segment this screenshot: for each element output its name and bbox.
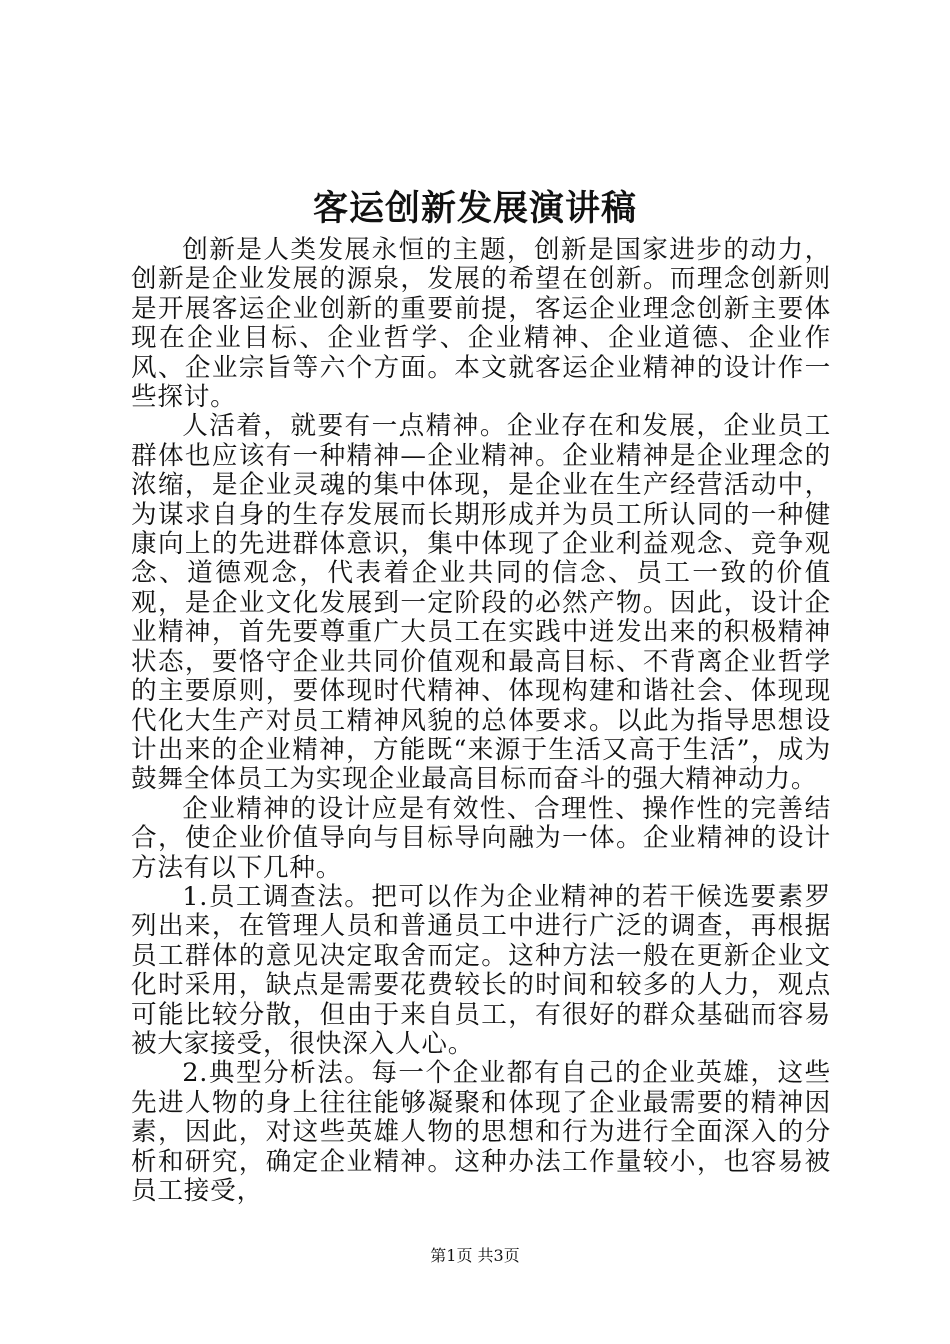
document-body [131,236,831,1206]
document-title: 客运创新发展演讲稿 [312,188,637,229]
paragraph-method-typical-analysis: 2.典型分析法。每一个企业都有自己的企业英雄，这些先进人物的身上往往能够凝聚和体现了企业最需要的精神因素，因此，对这些英雄人物的思想和行为进行全面深入的分析和研究，确定企业精神。这种办法工作量较小，也容易被员工接受， [131,1058,831,1206]
paragraph-design-methods: 企业精神的设计应是有效性、合理性、操作性的完善结合，使企业价值导向与目标导向融为一体。企业精神的设计方法有以下几种。 [131,793,831,883]
paragraph-intro: 创新是人类发展永恒的主题，创新是国家进步的动力，创新是企业发展的源泉，发展的希望在创新。而理念创新则是开展客运企业创新的重要前提，客运企业理念创新主要体现在企业目标、企业哲学、企业精神、企业道德、企业作风、企业宗旨等六个方面。本文就客运企业精神的设计作一些探讨。 [131,235,831,413]
paragraph-enterprise-spirit: 人活着，就要有一点精神。企业存在和发展，企业员工群体也应该有一种精神—企业精神。企业精神是企业理念的浓缩，是企业灵魂的集中体现，是企业在生产经营活动中，为谋求自身的生存发展而长期形成并为员工所认同的一种健康向上的先进群体意识，集中体现了企业利益观念、竞争观念、道德观念，代表着企业共同的信念、员工一致的价值观，是企业文化发展到一定阶段的必然产物。因此，设计企业精神，首先要尊重广大员工在实践中迸发出来的积极精神状态，要恪守企业共同价值观和最高目标、不背离企业哲学的主要原则，要体现时代精神、体现构建和谐社会、体现现代化大生产对员工精神风貌的总体要求。以此为指导思想设计出来的企业精神，方能既“来源于生活又高于生活”，成为鼓舞全体员工为实现企业最高目标而奋斗的强大精神动力。 [131,411,831,795]
paragraph-method-survey: 1.员工调查法。把可以作为企业精神的若干候选要素罗列出来，在管理人员和普通员工中进行广泛的调查，再根据员工群体的意见决定取舍而定。这种方法一般在更新企业文化时采用，缺点是需要花费较长的时间和较多的人力，观点可能比较分散，但由于来自员工，有很好的群众基础而容易被大家接受，很快深入人心。 [131,881,831,1059]
page-number-footer: 第1页 共3页 [430,1246,520,1265]
